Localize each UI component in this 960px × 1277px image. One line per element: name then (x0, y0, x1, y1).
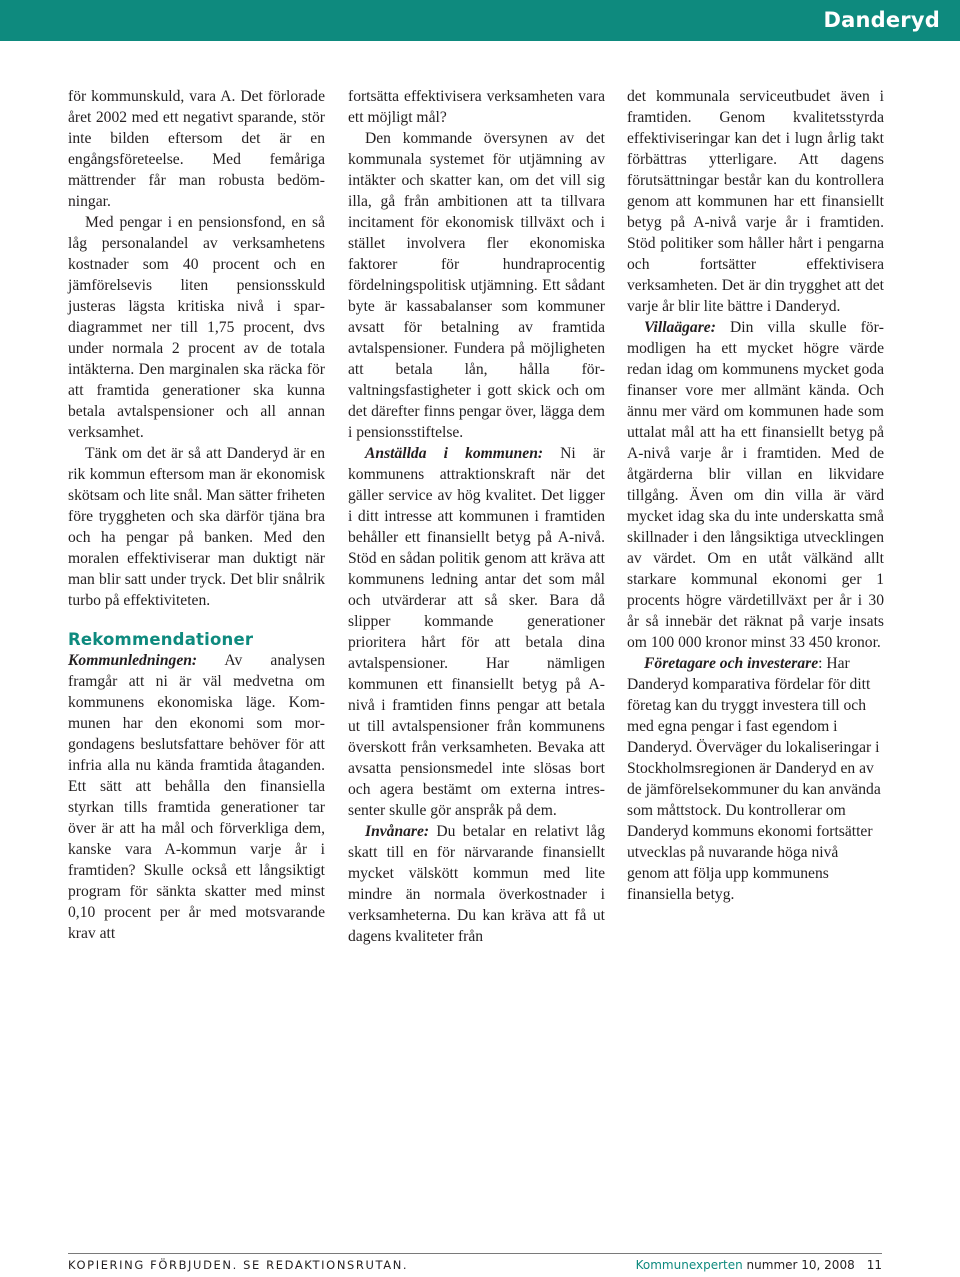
paragraph (68, 650, 325, 944)
column-3 (627, 86, 884, 905)
paragraph: Den kommande översynen av det kommunala systemet för utjämning av intäkter och skatter kan, om det vill sig illa, gå från ambitionen att ta tillvara incitament för ekonomisk tillväxt och i stället involvera fler ekonomiska faktorer för hundraprocentig fördelningspolitisk utjämning. Ett sådant byte är kassabalanser som kommuner avsatt för betalning av framtida avtalspensioner. Fundera på möjligheten att betala lån, hålla förvaltningsfastigheter i gott skick och om det därefter finns pengar över, lägga dem i pensionsstiftelse. (348, 130, 605, 441)
paragraph: det kommunala serviceutbudet även i framtiden. Genom kvalitetsstyrda effektiviseringar kan det i lugn årlig takt förbättras ytterligare. Att dagens förutsättningar består kan du kontrollera genom att kommunen har ett finansiellt betyg på A-nivå varje år i framtiden. Stöd politiker som håller hårt i pengarna och fortsätter effektivisera verksamheten. Det är din trygghet att det varje år blir lite bättre i Danderyd. (627, 88, 884, 315)
publication-name: Kommunexperten (635, 1258, 743, 1272)
header-band (0, 0, 960, 41)
paragraph-lead: Företagare och investerare (644, 655, 819, 672)
page-number: 11 (866, 1258, 882, 1272)
paragraph (348, 821, 605, 947)
footer-divider (68, 1253, 882, 1254)
paragraph-body: Av analysen framgår att ni är väl medvetna om kommunens ekonomiska läge. Kommunen har den ekonomi som morgondagens beslutsfattare behöver för att infria alla nu kända framtida åtaganden. Ett sätt att behålla den finansiella styrkan tills framtida generationer tar över är att ha mål och förverkliga dem, kanske vara A-kommun varje år i framtiden? Skulle också ett långsiktigt program för sänkta skatter med minst 0,10 procent per år med motsvarande krav att (68, 652, 325, 942)
paragraph: Tänk om det är så att Danderyd är en rik kommun eftersom man är ekonomisk skötsam och lite snål. Man sätter friheten före tryggheten och ska därför tjäna bra och ha pengar på banken. Med den moralen effektiviserar man duktigt när man blir satt under tryck. Det blir snålrik turbo på effektiviteten. (68, 445, 325, 609)
paragraph-body: Du betalar en relativt låg skatt till en för närvarande finansiellt mycket välskött kommun med lite mindre än normala överkostnader i verksamheterna. Du kan kräva att få ut dagens kvaliteter från (348, 823, 605, 945)
publication-info (636, 1258, 882, 1272)
paragraph: för kommunskuld, vara A. Det förlorade året 2002 med ett negativt sparande, stör inte bilden eftersom det är en engångsföreteelse. Med femåriga mättrender får man robusta bedömningar. (68, 88, 325, 210)
paragraph: fortsätta effektivisera verksamheten vara ett möjligt mål? (348, 88, 605, 126)
page-title: Danderyd (823, 8, 940, 32)
column-1 (68, 86, 325, 944)
copyright-notice: KOPIERING FÖRBJUDEN. SE REDAKTIONSRUTAN. (68, 1258, 409, 1272)
column-2 (348, 86, 605, 947)
paragraph-lead: Invånare: (365, 823, 430, 840)
paragraph-body: Ni är kommunens attraktionskraft när det gäller service av hög kvalitet. Det ligger i ditt intresse att kommunen i framtiden behåller ett finansiellt betyg på A-nivå. Stöd en sådan politik genom att kräva att kommunens ledning antar det som mål och utvärderar att så sker. Bara då slipper kommande generationer prioritera hårt för att betala dina avtalspensioner. Har nämligen kommunen ett finansiellt betyg på A-nivå i framtiden finns pengar att betala ut till avtalspensioner från kommunens överskott från verksamheten. Bevaka att avsatta pensionsmedel inte slösas bort och agera bestämt om externa intressenter skulle gör anspråk på dem. (348, 445, 605, 819)
paragraph-body: Din villa skulle förmodligen ha ett mycket högre värde redan idag om kommunens mycket goda finanser vore mer allmänt kända. Och ännu mer värd om kommunen hade som uttalat mål att ha ett finansiellt betyg på A-nivå varje år i framtiden. Med de åtgärderna blir villan en likvidare tillgång. Även om din villa är värd mycket idag ska du inte underskatta små skillnader i den långsiktiga utvecklingen av värdet. Om en utåt välkänd allt starkare kommunal ekonomi ger 1 procents högre värdetillväxt per år i 30 år så innebär det räknat på varje insats om 100 000 kronor minst 33 450 kronor. (627, 319, 884, 651)
paragraph-lead: Anställda i kommunen: (365, 445, 544, 462)
issue-info: nummer 10, 2008 (742, 1258, 855, 1272)
paragraph-lead: Villaägare: (644, 319, 716, 336)
paragraph (627, 653, 884, 905)
paragraph-lead: Kommunledningen: (68, 652, 198, 669)
paragraph (348, 443, 605, 821)
paragraph: Med pengar i en pensionsfond, en så låg personalandel av verksamhetens kostnader som 40 procent och en jämförelsevis liten pensionsskuld justeras lägsta kritiska nivå i spardiagrammet ner till 1,75 procent, dvs under normala 2 procent av de totala intäkterna. Den marginalen ska räcka för att framtida generationer ska kunna betala avtalspensioner och all annan verksamhet. (68, 214, 325, 441)
section-heading: Rekommendationer (68, 630, 254, 649)
paragraph-body: : Har Danderyd komparativa fördelar för ditt företag kan du tryggt investera till och med egna pengar i fast egendom i Danderyd. Överväger du lokaliseringar i Stockholmsregionen är Danderyd en av de jämförelsekommuner du kan använda som måttstock. Du kontrollerar om Danderyd kommuns ekonomi fortsätter utvecklas på nuvarande höga nivå genom att följa upp kommunens finansiella betyg. (627, 655, 881, 903)
paragraph (627, 317, 884, 653)
